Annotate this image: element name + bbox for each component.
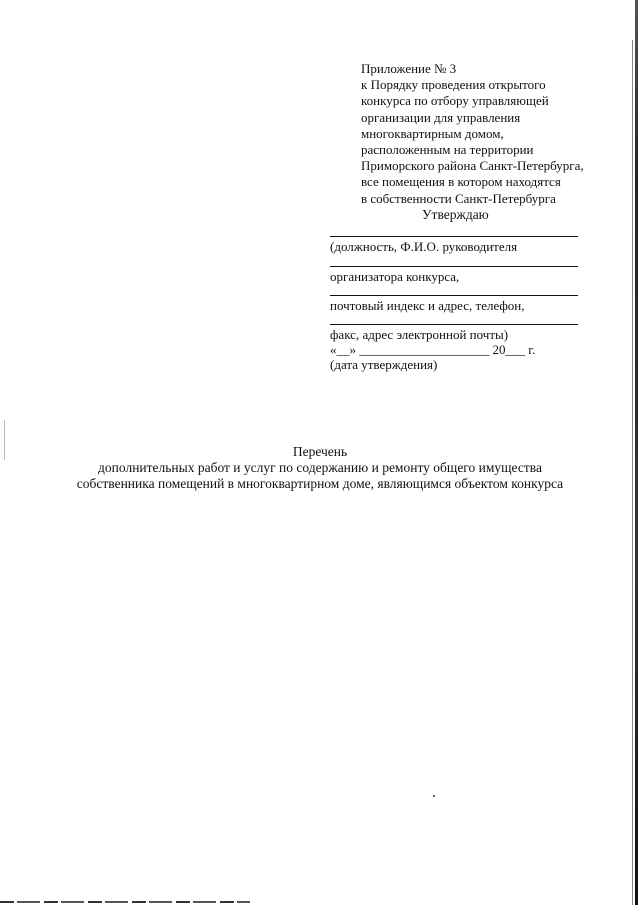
appendix-line: все помещения в котором находятся (361, 174, 561, 190)
approval-line: (должность, Ф.И.О. руководителя (330, 239, 518, 254)
approval-date-line: «__» ____________________ 20___ г. (330, 342, 536, 357)
approval-heading: Утверждаю (422, 207, 489, 222)
appendix-line: Приморского района Санкт-Петербурга, (361, 158, 584, 174)
document-subtitle-line: дополнительных работ и услуг по содержанию и ремонту общего имущества (98, 460, 542, 475)
appendix-line: к Порядку проведения открытого (361, 77, 546, 93)
approval-line: факс, адрес электронной почты) (330, 327, 509, 342)
approval-line: организатора конкурса, (330, 269, 460, 284)
appendix-block (361, 61, 584, 207)
signature-line (330, 266, 578, 267)
document-title: Перечень (292, 444, 348, 459)
approval-line: почтовый индекс и адрес, телефон, (330, 298, 525, 313)
appendix-line: организации для управления (361, 109, 521, 125)
signature-line (330, 295, 578, 296)
scan-edge-bottom (0, 901, 250, 903)
scan-speck (433, 795, 435, 797)
appendix-line: расположенным на территории (361, 142, 534, 158)
signature-line (330, 236, 578, 237)
appendix-line: Приложение № 3 (361, 61, 457, 76)
appendix-line: конкурса по отбору управляющей (361, 93, 549, 109)
signature-line (330, 324, 578, 325)
approval-date-caption: (дата утверждения) (330, 357, 438, 372)
appendix-line: в собственности Санкт-Петербурга (361, 190, 556, 206)
appendix-line: многоквартирным домом, (361, 125, 504, 141)
document-subtitle-line: собственника помещений в многоквартирном доме, являющимся объектом конкурса (76, 476, 564, 491)
